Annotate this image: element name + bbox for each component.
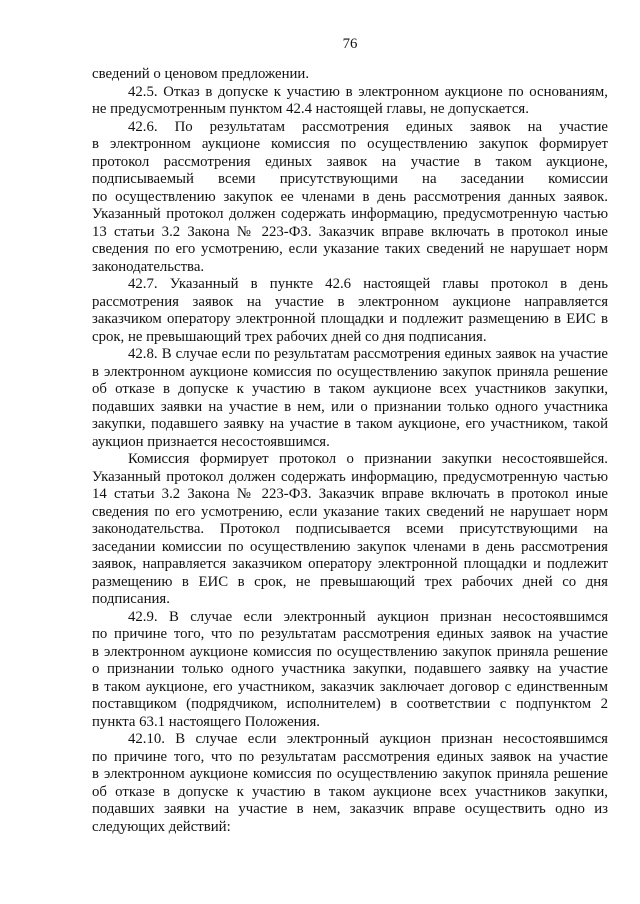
text-line: заседании комиссии по осуществлению закупок членами в день рассмотрения bbox=[92, 538, 608, 555]
paragraph bbox=[92, 346, 608, 451]
text-line: подписываемый всеми присутствующими на заседании комиссии bbox=[92, 171, 608, 187]
text-line: пункта 63.1 настоящего Положения. bbox=[92, 713, 320, 730]
text-line: Комиссия формирует протокол о признании закупки несостоявшейся. bbox=[128, 451, 608, 467]
text-line: законодательства. Протокол подписывается всеми присутствующими на bbox=[92, 521, 608, 537]
text-line: по осуществлению закупок ее членами в день рассмотрения данных заявок. bbox=[92, 188, 608, 205]
text-line: следующих действий: bbox=[92, 818, 231, 835]
text-line: 42.8. В случае если по результатам рассмотрения единых заявок на участие bbox=[128, 346, 608, 362]
paragraph bbox=[92, 731, 608, 836]
text-line: в электронном аукционе комиссия по осуществлению закупок приняла решение bbox=[92, 363, 608, 380]
text-line: сведений о ценовом предложении. bbox=[92, 66, 310, 82]
text-line: законодательства. bbox=[92, 258, 205, 275]
text-line: 42.9. В случае если электронный аукцион признан несостоявшимся bbox=[128, 608, 608, 625]
text-line: в таком аукционе, его участником, заказчик заключает договор с единственным bbox=[92, 678, 608, 695]
text-line: заказчиком оператору электронной площадки и подлежит размещению в ЕИС в bbox=[92, 311, 608, 327]
text-line: 42.7. Указанный в пункте 42.6 настоящей главы протокол в день bbox=[128, 276, 608, 292]
text-line: аукцион признается несостоявшимся. bbox=[92, 433, 330, 450]
paragraph bbox=[92, 451, 608, 609]
text-line: 42.6. По результатам рассмотрения единых заявок на участие bbox=[128, 118, 608, 135]
text-line: в электронном аукционе комиссия по осуществлению закупок приняла решение bbox=[92, 766, 608, 782]
text-line: рассмотрения заявок на участие в электронном аукционе направляется bbox=[92, 293, 608, 310]
text-line: Указанный протокол должен содержать информацию, предусмотренную частью bbox=[92, 468, 608, 485]
text-line: об отказе в допуске к участию в таком аукционе всех участников закупки, bbox=[92, 783, 608, 800]
paragraph bbox=[92, 276, 608, 346]
text-line: по причине того, что по результатам рассмотрения единых заявок на участие bbox=[92, 748, 608, 765]
paragraph bbox=[92, 84, 608, 119]
text-line: об отказе в допуске к участию в таком аукционе всех участников закупки, bbox=[92, 381, 608, 397]
text-line: сведения по его усмотрению, если указание таких сведений не нарушает норм bbox=[92, 503, 608, 520]
text-line: 42.10. В случае если электронный аукцион признан несостоявшимся bbox=[128, 731, 608, 747]
text-line: 13 статьи 3.2 Закона № 223-ФЗ. Заказчик вправе включать в протокол иные bbox=[92, 223, 608, 240]
text-line: в электронном аукционе комиссия по осуществлению закупок приняла решение bbox=[92, 643, 608, 660]
text-line: поставщиком (подрядчиком, исполнителем) в соответствии с подпунктом 2 bbox=[92, 696, 608, 712]
text-line: по причине того, что по результатам рассмотрения единых заявок на участие bbox=[92, 626, 608, 642]
text-line: Указанный протокол должен содержать информацию, предусмотренную частью bbox=[92, 206, 608, 222]
text-line: срок, не превышающий трех рабочих дней со дня подписания. bbox=[92, 328, 487, 345]
text-line: сведения по его усмотрению, если указание таких сведений не нарушает норм bbox=[92, 241, 608, 257]
page-number: 76 bbox=[342, 36, 358, 52]
text-line: о признании только одного участника закупки, подавшего заявку на участие bbox=[92, 661, 608, 677]
text-line: не предусмотренным пунктом 42.4 настоящей главы, не допускается. bbox=[92, 101, 529, 117]
text-line: протокол рассмотрения единых заявок на участие в таком аукционе, bbox=[92, 153, 608, 170]
text-line: заявок, направляется заказчиком оператору электронной площадки и подлежит bbox=[92, 556, 608, 572]
text-line: подавших заявки на участие в нем, или о признании только одного участника bbox=[92, 398, 608, 415]
text-line: 14 статьи 3.2 Закона № 223-ФЗ. Заказчик вправе включать в протокол иные bbox=[92, 486, 608, 502]
paragraph bbox=[92, 66, 608, 84]
paragraph bbox=[92, 119, 608, 277]
text-line: закупки, подавшего заявку на участие в таком аукционе, его участником, такой bbox=[92, 416, 608, 432]
text-line: размещению в ЕИС в срок, не превышающий трех рабочих дней со дня bbox=[92, 573, 608, 590]
paragraph bbox=[92, 609, 608, 732]
document-body bbox=[92, 66, 608, 836]
text-line: подписания. bbox=[92, 591, 170, 607]
text-line: 42.5. Отказ в допуске к участию в электронном аукционе по основаниям, bbox=[128, 83, 608, 100]
text-line: подавших заявки на участие в нем, заказчик вправе осуществить одно из bbox=[92, 801, 608, 817]
text-line: в электронном аукционе комиссия по осуществлению закупок формирует bbox=[92, 136, 608, 152]
